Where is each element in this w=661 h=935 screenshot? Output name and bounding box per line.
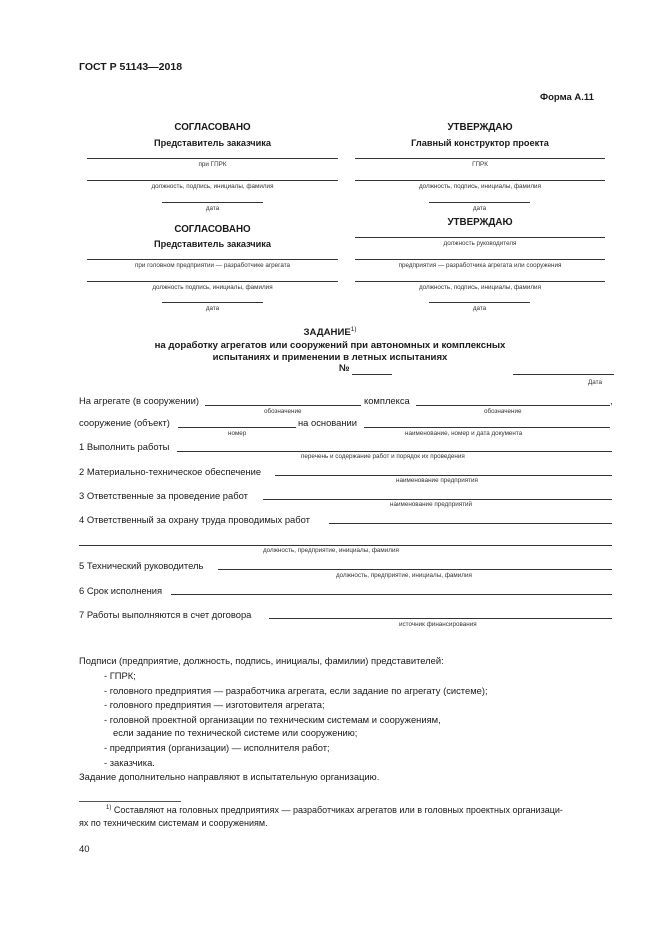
aggregate-label: На агрегате (в сооружении) [79, 395, 199, 406]
signature-item: - головного предприятия — разработчика агрегата, если задание по агрегату (системе); [104, 685, 488, 696]
caption: наименование предприятий [390, 501, 473, 508]
task-number-field[interactable] [352, 374, 392, 375]
caption: перечень и содержание работ и порядок их проведения [301, 453, 465, 460]
signatures-intro: Подписи (предприятие, должность, подпись, инициалы, фамилии) представителей: [79, 655, 444, 666]
signature-line[interactable] [355, 158, 605, 159]
caption: дата [205, 205, 220, 212]
date-line[interactable] [162, 302, 263, 303]
task-number-label: № [339, 363, 350, 374]
date-line[interactable] [162, 202, 263, 203]
item-6-label: 6 Срок исполнения [79, 585, 163, 596]
approval-subtitle: Представитель заказчика [154, 138, 271, 148]
task-date-field[interactable] [513, 374, 614, 375]
complex-label: комплекса [364, 395, 410, 406]
item-4-label: 4 Ответственный за охрану труда проводимых работ [79, 514, 310, 525]
caption: при головном предприятии — разработчике агрегата [134, 262, 291, 269]
complex-designation-field[interactable] [416, 405, 610, 406]
signatures-outro: Задание дополнительно направляют в испытательную организацию. [79, 771, 380, 782]
caption: дата [472, 205, 487, 212]
signature-item: - ГПРК; [104, 670, 136, 681]
footnote-ref: 1) [350, 326, 357, 333]
approval-title: УТВЕРЖДАЮ [447, 122, 513, 133]
signature-line[interactable] [355, 259, 605, 260]
date-line[interactable] [429, 302, 530, 303]
approval-title: СОГЛАСОВАНО [174, 122, 251, 133]
task-title [200, 326, 460, 338]
caption: номер [228, 430, 247, 437]
item-3-label: 3 Ответственные за проведение работ [79, 490, 248, 501]
basis-document-field[interactable] [364, 427, 610, 428]
item-4-field[interactable] [329, 523, 612, 524]
footnote-mark: 1) [106, 805, 112, 811]
signature-line[interactable] [355, 237, 605, 238]
footnote-line1 [106, 805, 563, 815]
task-title-text: ЗАДАНИЕ [303, 327, 351, 339]
signature-item: - головного предприятия — изготовителя агрегата; [104, 699, 325, 710]
signature-item: - предприятия (организации) — исполнителя работ; [104, 742, 330, 753]
signature-line[interactable] [87, 259, 338, 260]
item-5-label: 5 Технический руководитель [79, 560, 204, 571]
approval-subtitle: Представитель заказчика [154, 239, 271, 249]
caption: должность подпись, инициалы, фамилия [152, 284, 273, 291]
caption: дата [472, 305, 487, 312]
caption: источник финансирования [399, 621, 477, 628]
signature-item: - головной проектной организации по техническим системам и сооружениям, [104, 714, 441, 725]
item-6-field[interactable] [171, 594, 612, 595]
caption: при ГПРК [198, 161, 227, 168]
item-2-label: 2 Материально-техническое обеспечение [79, 466, 262, 477]
caption: должность, подпись, инициалы, фамилия [419, 284, 541, 291]
signature-line[interactable] [87, 281, 338, 282]
caption: дата [205, 305, 220, 312]
item-2-field[interactable] [275, 475, 612, 476]
caption: должность, подпись, инициалы, фамилия [419, 183, 541, 190]
caption: должность руководителя [443, 240, 517, 247]
caption: ГПРК [472, 161, 488, 168]
item-1-label: 1 Выполнить работы [79, 441, 170, 452]
item-5-field[interactable] [218, 569, 612, 570]
item-7-field[interactable] [269, 618, 612, 619]
caption: предприятия — разработчика агрегата или сооружения [398, 262, 562, 269]
form-label: Форма А.11 [540, 92, 594, 103]
structure-number-field[interactable] [178, 427, 296, 428]
standard-number: ГОСТ Р 51143—2018 [79, 61, 183, 73]
item-7-label: 7 Работы выполняются в счет договора [79, 609, 252, 620]
caption: обозначение [484, 408, 522, 415]
task-date-caption: Дата [588, 379, 602, 386]
signature-line[interactable] [355, 281, 605, 282]
comma: , [610, 395, 613, 406]
signature-line[interactable] [87, 158, 338, 159]
page-number: 40 [79, 844, 90, 855]
approval-title: СОГЛАСОВАНО [174, 224, 251, 235]
item-1-field[interactable] [177, 451, 612, 452]
structure-label: сооружение (объект) [79, 417, 170, 428]
task-subtitle-line2: испытаниях и применении в летных испытаниях [212, 352, 448, 363]
approval-subtitle: Главный конструктор проекта [411, 138, 549, 148]
task-subtitle-line1: на доработку агрегатов или сооружений при автономных и комплексных [154, 340, 506, 351]
date-line[interactable] [429, 202, 530, 203]
signature-item-continued: если задание по технической системе или сооружению; [113, 727, 358, 738]
item-3-field[interactable] [263, 499, 612, 500]
caption: должность, подпись, инициалы, фамилия [151, 183, 274, 190]
footnote-separator [79, 801, 181, 802]
caption: наименование предприятия [396, 477, 478, 484]
caption: наименование, номер и дата документа [405, 430, 523, 437]
signature-item: - заказчика. [104, 757, 155, 768]
caption: должность, предприятие, инициалы, фамилия [263, 547, 399, 554]
footnote-line2: ях по техническим системам и сооружениям. [79, 818, 268, 828]
signature-line[interactable] [87, 180, 338, 181]
basis-label: на основании [298, 417, 358, 428]
signature-line[interactable] [355, 180, 605, 181]
caption: обозначение [264, 408, 302, 415]
aggregate-designation-field[interactable] [205, 405, 361, 406]
caption: должность, предприятие, инициалы, фамилия [336, 572, 472, 579]
footnote-text: Составляют на головных предприятиях — разработчиках агрегатов или в головных проектных организаци- [111, 805, 563, 815]
approval-title: УТВЕРЖДАЮ [447, 217, 513, 228]
item-4-field-continued[interactable] [79, 545, 612, 546]
